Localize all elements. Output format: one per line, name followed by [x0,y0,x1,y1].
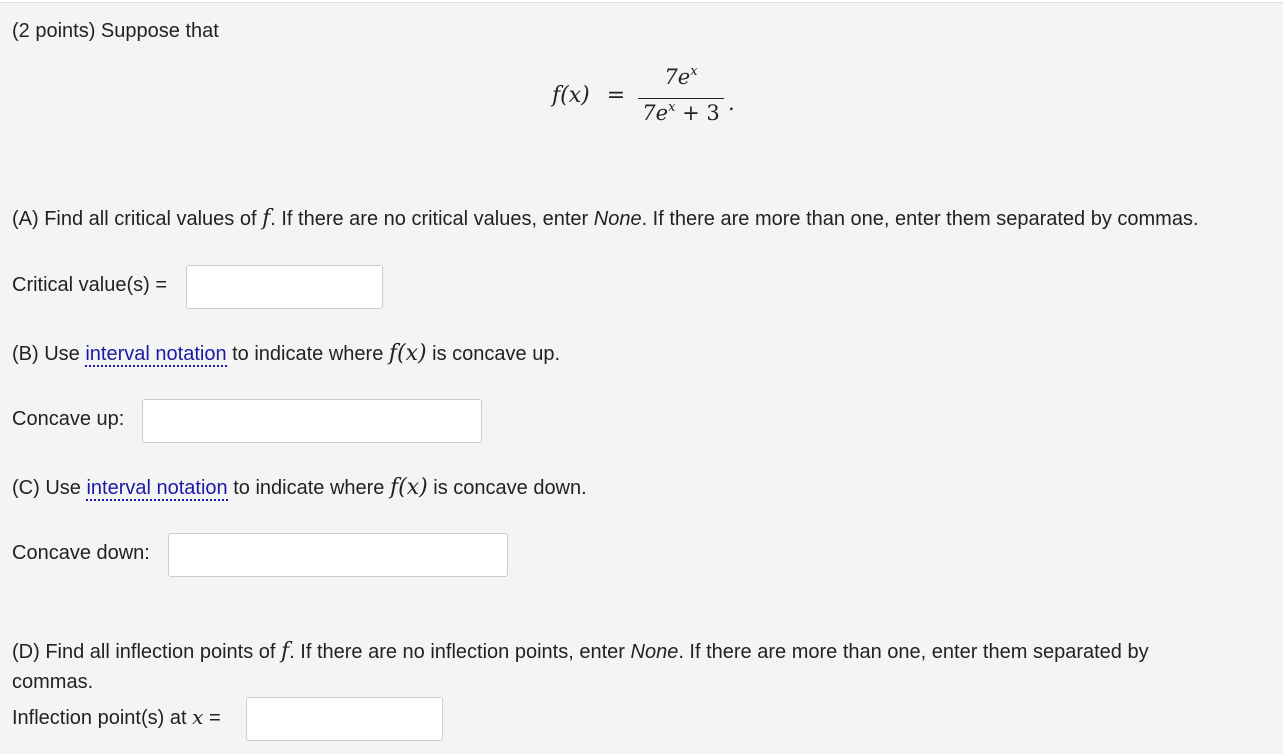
formula-period: . [728,91,735,115]
critical-values-label: Critical value(s) = [12,274,168,296]
part-d-question: (D) Find all inflection points of f. If there are no inflection points, enter None. If there are more than one, enter them separated by [12,639,1149,664]
inflection-points-label: Inflection point(s) at x = [12,705,221,729]
concave-down-input[interactable] [168,533,508,577]
part-a-question: (A) Find all critical values of f. If there are no critical values, enter None. If there are more than one, enter them separated by commas. [12,206,1199,231]
formula-denominator: $7e^x + 3$ [642,100,720,125]
interval-notation-link-c[interactable]: interval notation [86,477,228,499]
formula-lhs: f(x) = [552,83,626,108]
part-b-question: (B) Use interval notation to indicate where f(x) is concave up. [12,341,561,366]
inflection-points-input[interactable] [246,697,443,741]
problem-panel [0,2,1283,754]
part-c-question: (C) Use interval notation to indicate where f(x) is concave down. [12,475,587,500]
interval-notation-link-b[interactable]: interval notation [85,343,227,365]
formula-numerator: $7e^x$ [664,64,698,89]
fraction-bar [638,98,724,99]
part-d-question-line2: commas. [12,671,94,693]
problem-header: (2 points) Suppose that [12,20,219,42]
critical-values-input[interactable] [186,265,383,309]
concave-up-input[interactable] [142,399,482,443]
concave-down-label: Concave down: [12,542,150,564]
formula-fraction [638,65,724,131]
concave-up-label: Concave up: [12,408,125,430]
